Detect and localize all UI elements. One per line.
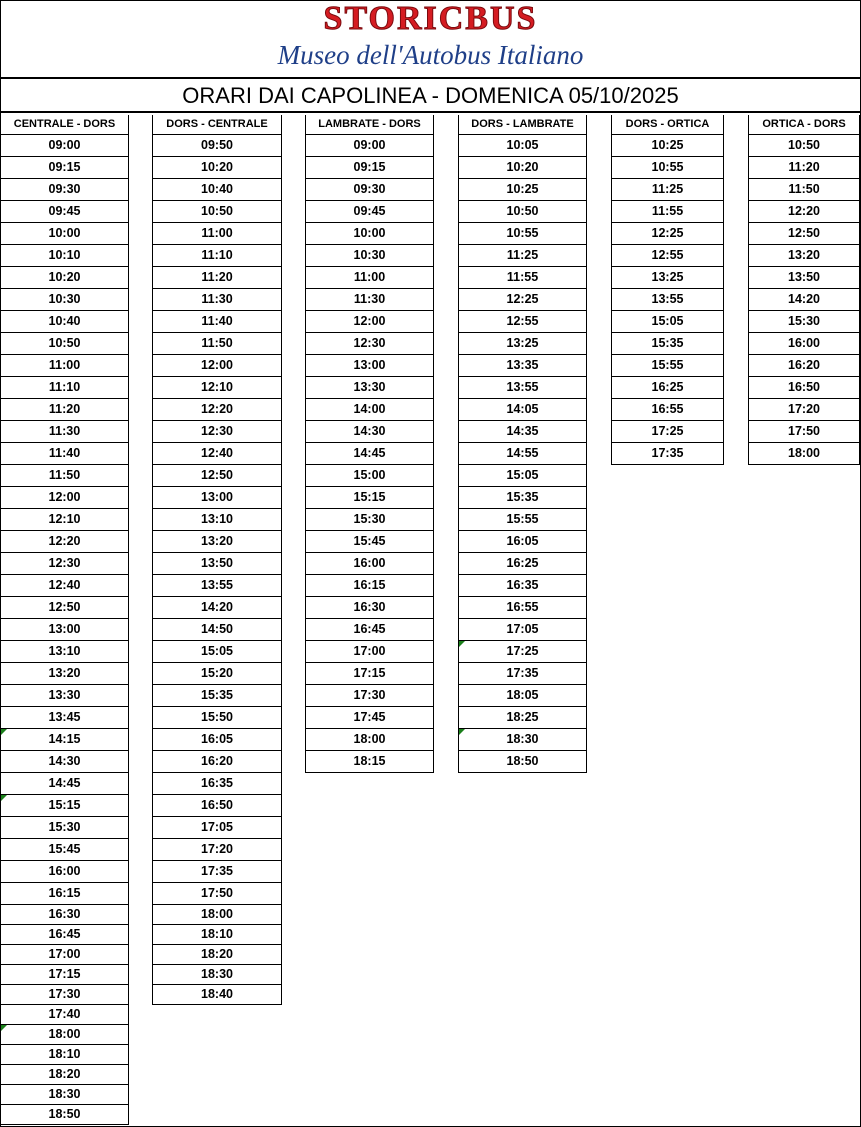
time-cell: 18:10: [0, 1045, 129, 1065]
time-cell: 11:20: [152, 267, 282, 289]
time-cell: 15:50: [152, 707, 282, 729]
time-cell: 11:20: [0, 399, 129, 421]
column-header: DORS - LAMBRATE: [458, 115, 587, 135]
time-cell: 17:35: [152, 861, 282, 883]
time-cell: 16:20: [152, 751, 282, 773]
time-cell: 12:30: [152, 421, 282, 443]
time-cell: 14:30: [305, 421, 434, 443]
time-cell: 13:20: [152, 531, 282, 553]
time-cell: 15:45: [0, 839, 129, 861]
time-cell: 17:40: [0, 1005, 129, 1025]
time-cell: 13:45: [0, 707, 129, 729]
time-cell: 15:30: [305, 509, 434, 531]
schedule-column: [611, 115, 724, 465]
time-cell: 17:50: [152, 883, 282, 905]
time-cell: 17:50: [748, 421, 860, 443]
time-cell: 16:35: [458, 575, 587, 597]
time-cell: 09:45: [0, 201, 129, 223]
time-cell: 15:35: [152, 685, 282, 707]
time-cell: 10:25: [458, 179, 587, 201]
time-cell: 16:00: [748, 333, 860, 355]
time-cell: 13:20: [748, 245, 860, 267]
time-cell: 17:05: [458, 619, 587, 641]
time-cell: 16:50: [152, 795, 282, 817]
time-cell: 13:55: [611, 289, 724, 311]
time-cell: 12:25: [458, 289, 587, 311]
schedule-column: [748, 115, 860, 465]
time-cell: 18:25: [458, 707, 587, 729]
time-cell: 11:00: [152, 223, 282, 245]
time-cell: 17:20: [152, 839, 282, 861]
time-cell: 16:15: [0, 883, 129, 905]
time-cell: 13:30: [305, 377, 434, 399]
time-cell: 09:50: [152, 135, 282, 157]
time-cell: 16:05: [152, 729, 282, 751]
time-cell: 10:30: [305, 245, 434, 267]
time-cell: 15:00: [305, 465, 434, 487]
time-cell: 15:55: [458, 509, 587, 531]
time-cell: 12:20: [0, 531, 129, 553]
time-cell: 10:25: [611, 135, 724, 157]
time-cell: 10:50: [748, 135, 860, 157]
time-cell: 10:00: [0, 223, 129, 245]
time-cell: 13:10: [152, 509, 282, 531]
brand-logo: STORICBUS: [323, 0, 538, 37]
time-cell: 18:50: [0, 1105, 129, 1125]
time-cell: 14:45: [305, 443, 434, 465]
time-cell: 12:40: [152, 443, 282, 465]
time-cell: 14:35: [458, 421, 587, 443]
time-cell: 09:00: [0, 135, 129, 157]
time-cell: 11:40: [0, 443, 129, 465]
time-cell: 18:00: [0, 1025, 129, 1045]
time-cell: 18:40: [152, 985, 282, 1005]
time-cell: 18:15: [305, 751, 434, 773]
time-cell: 16:00: [305, 553, 434, 575]
time-cell: 10:55: [458, 223, 587, 245]
time-cell: 11:55: [458, 267, 587, 289]
time-cell: 18:20: [152, 945, 282, 965]
time-cell: 18:30: [152, 965, 282, 985]
cell-note-marker: [459, 729, 465, 735]
time-cell: 16:05: [458, 531, 587, 553]
time-cell: 11:30: [0, 421, 129, 443]
time-cell: 15:35: [458, 487, 587, 509]
time-cell: 18:00: [152, 905, 282, 925]
time-cell: 10:30: [0, 289, 129, 311]
time-cell: 12:20: [152, 399, 282, 421]
time-cell: 11:50: [152, 333, 282, 355]
time-cell: 12:55: [458, 311, 587, 333]
time-cell: 16:35: [152, 773, 282, 795]
time-cell: 11:40: [152, 311, 282, 333]
time-cell: 18:30: [458, 729, 587, 751]
time-cell: 14:15: [0, 729, 129, 751]
time-cell: 11:10: [152, 245, 282, 267]
time-cell: 12:25: [611, 223, 724, 245]
column-header: DORS - ORTICA: [611, 115, 724, 135]
time-cell: 12:00: [305, 311, 434, 333]
column-header: LAMBRATE - DORS: [305, 115, 434, 135]
time-cell: 16:45: [305, 619, 434, 641]
time-cell: 17:30: [305, 685, 434, 707]
time-cell: 17:15: [305, 663, 434, 685]
time-cell: 12:30: [0, 553, 129, 575]
time-cell: 10:50: [0, 333, 129, 355]
time-cell: 15:05: [152, 641, 282, 663]
time-cell: 09:30: [0, 179, 129, 201]
time-cell: 13:35: [458, 355, 587, 377]
time-cell: 12:40: [0, 575, 129, 597]
time-cell: 16:30: [0, 905, 129, 925]
time-cell: 14:20: [748, 289, 860, 311]
time-cell: 15:30: [748, 311, 860, 333]
time-cell: 15:20: [152, 663, 282, 685]
time-cell: 11:25: [611, 179, 724, 201]
time-cell: 17:05: [152, 817, 282, 839]
time-cell: 11:50: [0, 465, 129, 487]
time-cell: 12:00: [0, 487, 129, 509]
time-cell: 18:10: [152, 925, 282, 945]
time-cell: 13:50: [152, 553, 282, 575]
time-cell: 17:20: [748, 399, 860, 421]
time-cell: 11:55: [611, 201, 724, 223]
time-cell: 18:00: [305, 729, 434, 751]
time-cell: 15:05: [611, 311, 724, 333]
time-cell: 12:00: [152, 355, 282, 377]
time-cell: 18:30: [0, 1085, 129, 1105]
time-cell: 13:10: [0, 641, 129, 663]
time-cell: 13:50: [748, 267, 860, 289]
brand-subtitle: Museo dell'Autobus Italiano: [277, 40, 584, 70]
time-cell: 17:35: [458, 663, 587, 685]
time-cell: 17:25: [611, 421, 724, 443]
time-cell: 16:45: [0, 925, 129, 945]
time-cell: 11:10: [0, 377, 129, 399]
time-cell: 13:55: [152, 575, 282, 597]
time-cell: 17:00: [0, 945, 129, 965]
time-cell: 15:15: [0, 795, 129, 817]
time-cell: 10:00: [305, 223, 434, 245]
time-cell: 12:50: [0, 597, 129, 619]
time-cell: 10:20: [458, 157, 587, 179]
cell-note-marker: [1, 795, 7, 801]
time-cell: 15:15: [305, 487, 434, 509]
time-cell: 13:20: [0, 663, 129, 685]
schedule-column: [305, 115, 434, 773]
time-cell: 17:15: [0, 965, 129, 985]
time-cell: 14:55: [458, 443, 587, 465]
cell-note-marker: [1, 1025, 7, 1031]
time-cell: 10:05: [458, 135, 587, 157]
time-cell: 09:45: [305, 201, 434, 223]
column-header: DORS - CENTRALE: [152, 115, 282, 135]
time-cell: 10:50: [152, 201, 282, 223]
time-cell: 17:35: [611, 443, 724, 465]
time-cell: 09:15: [305, 157, 434, 179]
time-cell: 12:10: [0, 509, 129, 531]
time-cell: 14:00: [305, 399, 434, 421]
time-cell: 14:50: [152, 619, 282, 641]
time-cell: 10:10: [0, 245, 129, 267]
time-cell: 16:00: [0, 861, 129, 883]
time-cell: 18:50: [458, 751, 587, 773]
time-cell: 10:20: [152, 157, 282, 179]
time-cell: 13:25: [611, 267, 724, 289]
time-cell: 13:30: [0, 685, 129, 707]
time-cell: 16:55: [611, 399, 724, 421]
time-cell: 17:30: [0, 985, 129, 1005]
cell-note-marker: [1, 729, 7, 735]
time-cell: 15:05: [458, 465, 587, 487]
time-cell: 09:15: [0, 157, 129, 179]
time-cell: 15:55: [611, 355, 724, 377]
time-cell: 12:10: [152, 377, 282, 399]
time-cell: 14:30: [0, 751, 129, 773]
time-cell: 10:50: [458, 201, 587, 223]
time-cell: 10:55: [611, 157, 724, 179]
schedule-column: [0, 115, 129, 1125]
schedule-column: [152, 115, 282, 1005]
time-cell: 09:30: [305, 179, 434, 201]
time-cell: 14:05: [458, 399, 587, 421]
time-cell: 11:00: [305, 267, 434, 289]
time-cell: 11:50: [748, 179, 860, 201]
time-cell: 14:20: [152, 597, 282, 619]
time-cell: 12:30: [305, 333, 434, 355]
time-cell: 12:20: [748, 201, 860, 223]
time-cell: 14:45: [0, 773, 129, 795]
time-cell: 15:30: [0, 817, 129, 839]
time-cell: 09:00: [305, 135, 434, 157]
time-cell: 11:30: [305, 289, 434, 311]
time-cell: 18:20: [0, 1065, 129, 1085]
time-cell: 13:00: [152, 487, 282, 509]
time-cell: 13:55: [458, 377, 587, 399]
page-title: ORARI DAI CAPOLINEA - DOMENICA 05/10/2025: [0, 77, 861, 113]
time-cell: 16:25: [611, 377, 724, 399]
time-cell: 11:25: [458, 245, 587, 267]
time-cell: 16:30: [305, 597, 434, 619]
time-cell: 15:45: [305, 531, 434, 553]
time-cell: 16:25: [458, 553, 587, 575]
schedule-column: [458, 115, 587, 773]
column-header: CENTRALE - DORS: [0, 115, 129, 135]
time-cell: 11:30: [152, 289, 282, 311]
time-cell: 10:40: [0, 311, 129, 333]
time-cell: 12:50: [152, 465, 282, 487]
time-cell: 15:35: [611, 333, 724, 355]
time-cell: 11:00: [0, 355, 129, 377]
time-cell: 17:45: [305, 707, 434, 729]
time-cell: 13:25: [458, 333, 587, 355]
time-cell: 16:50: [748, 377, 860, 399]
time-cell: 13:00: [305, 355, 434, 377]
time-cell: 18:00: [748, 443, 860, 465]
time-cell: 17:25: [458, 641, 587, 663]
column-header: ORTICA - DORS: [748, 115, 860, 135]
time-cell: 16:20: [748, 355, 860, 377]
time-cell: 13:00: [0, 619, 129, 641]
time-cell: 10:20: [0, 267, 129, 289]
time-cell: 12:50: [748, 223, 860, 245]
time-cell: 16:55: [458, 597, 587, 619]
time-cell: 10:40: [152, 179, 282, 201]
time-cell: 12:55: [611, 245, 724, 267]
time-cell: 11:20: [748, 157, 860, 179]
time-cell: 16:15: [305, 575, 434, 597]
time-cell: 17:00: [305, 641, 434, 663]
time-cell: 18:05: [458, 685, 587, 707]
cell-note-marker: [459, 641, 465, 647]
